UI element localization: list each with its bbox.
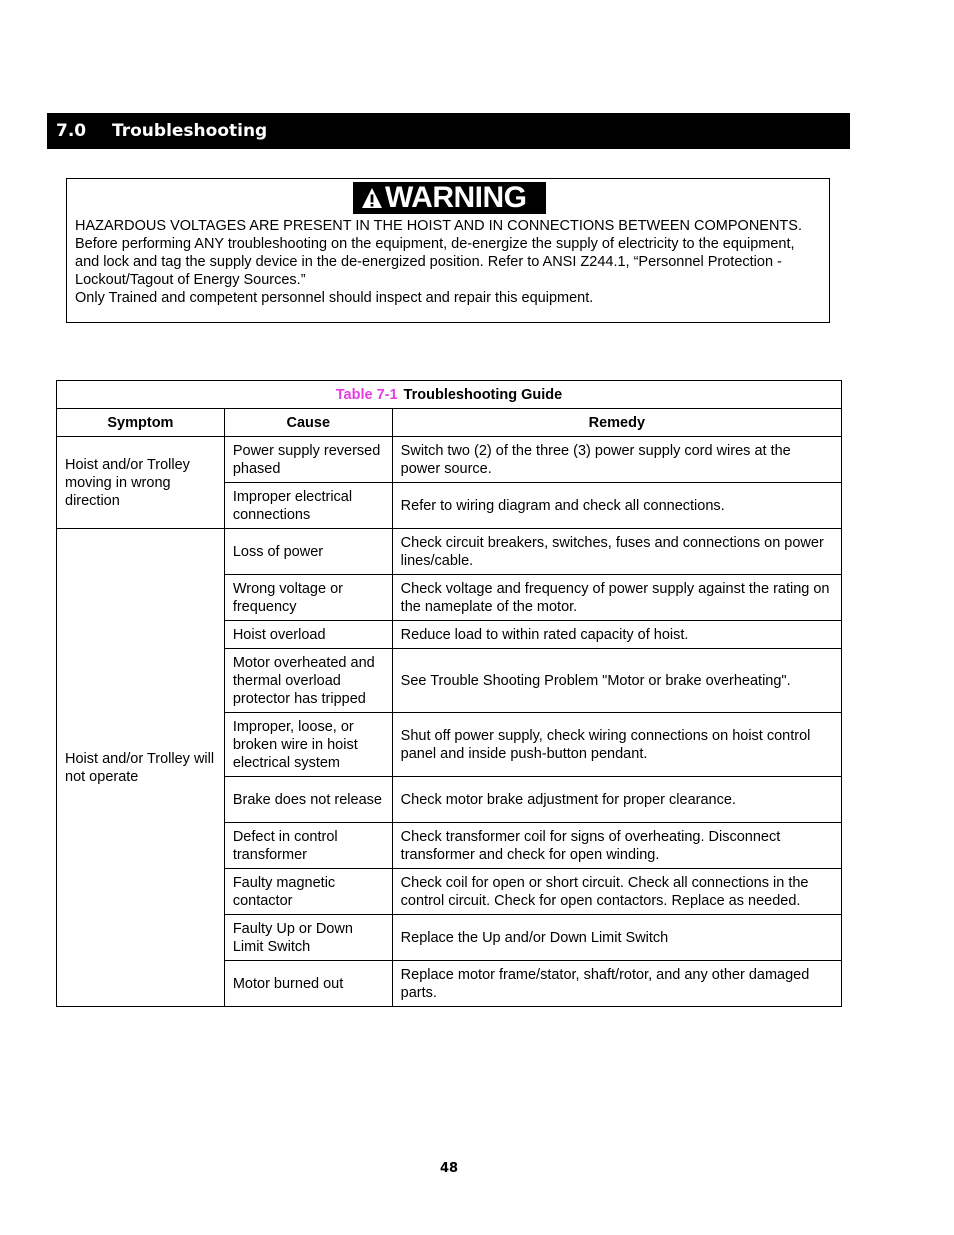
cause-cell: Faulty Up or Down Limit Switch — [224, 915, 392, 961]
remedy-cell: Reduce load to within rated capacity of hoist. — [392, 621, 841, 649]
table-number: Table 7-1 — [335, 386, 398, 403]
table-caption — [57, 381, 842, 409]
warning-text — [75, 217, 820, 307]
remedy-cell: Replace the Up and/or Down Limit Switch — [392, 915, 841, 961]
warning-line: Before performing ANY troubleshooting on the equipment, de-energize the supply of electricity to the equipment, and lock and tag the supply device in the de-energized position. Refer to ANSI Z244.1, “Personnel Protection - Lockout/Tagout of Energy Sources.” — [75, 236, 795, 288]
cause-cell: Power supply reversed phased — [224, 437, 392, 483]
remedy-cell: Check coil for open or short circuit. Check all connections in the control circuit. Check for open contactors. Replace as needed. — [392, 869, 841, 915]
warning-line: Only Trained and competent personnel should inspect and repair this equipment. — [75, 290, 594, 306]
warning-line: HAZARDOUS VOLTAGES ARE PRESENT IN THE HOIST AND IN CONNECTIONS BETWEEN COMPONENTS. — [75, 218, 802, 234]
cause-cell: Improper, loose, or broken wire in hoist electrical system — [224, 713, 392, 777]
table-row — [57, 437, 842, 483]
remedy-cell: Check circuit breakers, switches, fuses and connections on power lines/cable. — [392, 529, 841, 575]
remedy-cell: Shut off power supply, check wiring connections on hoist control panel and inside push-button pendant. — [392, 713, 841, 777]
cause-cell: Loss of power — [224, 529, 392, 575]
table-title: Troubleshooting Guide — [403, 386, 563, 403]
header-symptom: Symptom — [57, 409, 225, 437]
section-number: 7.0 — [56, 121, 87, 141]
table-row — [57, 529, 842, 575]
remedy-cell: Check motor brake adjustment for proper clearance. — [392, 777, 841, 823]
warning-triangle-icon — [361, 187, 383, 209]
page-number: 48 — [439, 1161, 459, 1176]
remedy-cell: Check voltage and frequency of power supply against the rating on the nameplate of the motor. — [392, 575, 841, 621]
symptom-cell: Hoist and/or Trolley moving in wrong direction — [57, 437, 225, 529]
cause-cell: Wrong voltage or frequency — [224, 575, 392, 621]
remedy-cell: Refer to wiring diagram and check all connections. — [392, 483, 841, 529]
cause-cell: Faulty magnetic contactor — [224, 869, 392, 915]
header-remedy: Remedy — [392, 409, 841, 437]
section-title: Troubleshooting — [112, 121, 268, 141]
cause-cell: Hoist overload — [224, 621, 392, 649]
cause-cell: Motor overheated and thermal overload protector has tripped — [224, 649, 392, 713]
remedy-cell: Switch two (2) of the three (3) power supply cord wires at the power source. — [392, 437, 841, 483]
remedy-cell: Replace motor frame/stator, shaft/rotor, and any other damaged parts. — [392, 961, 841, 1007]
warning-label: WARNING — [385, 181, 527, 214]
cause-cell: Defect in control transformer — [224, 823, 392, 869]
remedy-cell: Check transformer coil for signs of overheating. Disconnect transformer and check for open winding. — [392, 823, 841, 869]
section-heading — [47, 113, 850, 149]
table-header-row — [57, 409, 842, 437]
warning-box — [66, 178, 830, 323]
troubleshooting-table — [56, 380, 842, 1007]
table-caption-row — [57, 381, 842, 409]
cause-cell: Motor burned out — [224, 961, 392, 1007]
cause-cell: Brake does not release — [224, 777, 392, 823]
warning-banner — [353, 182, 546, 214]
remedy-cell: See Trouble Shooting Problem "Motor or brake overheating". — [392, 649, 841, 713]
header-cause: Cause — [224, 409, 392, 437]
symptom-cell: Hoist and/or Trolley will not operate — [57, 529, 225, 1007]
cause-cell: Improper electrical connections — [224, 483, 392, 529]
